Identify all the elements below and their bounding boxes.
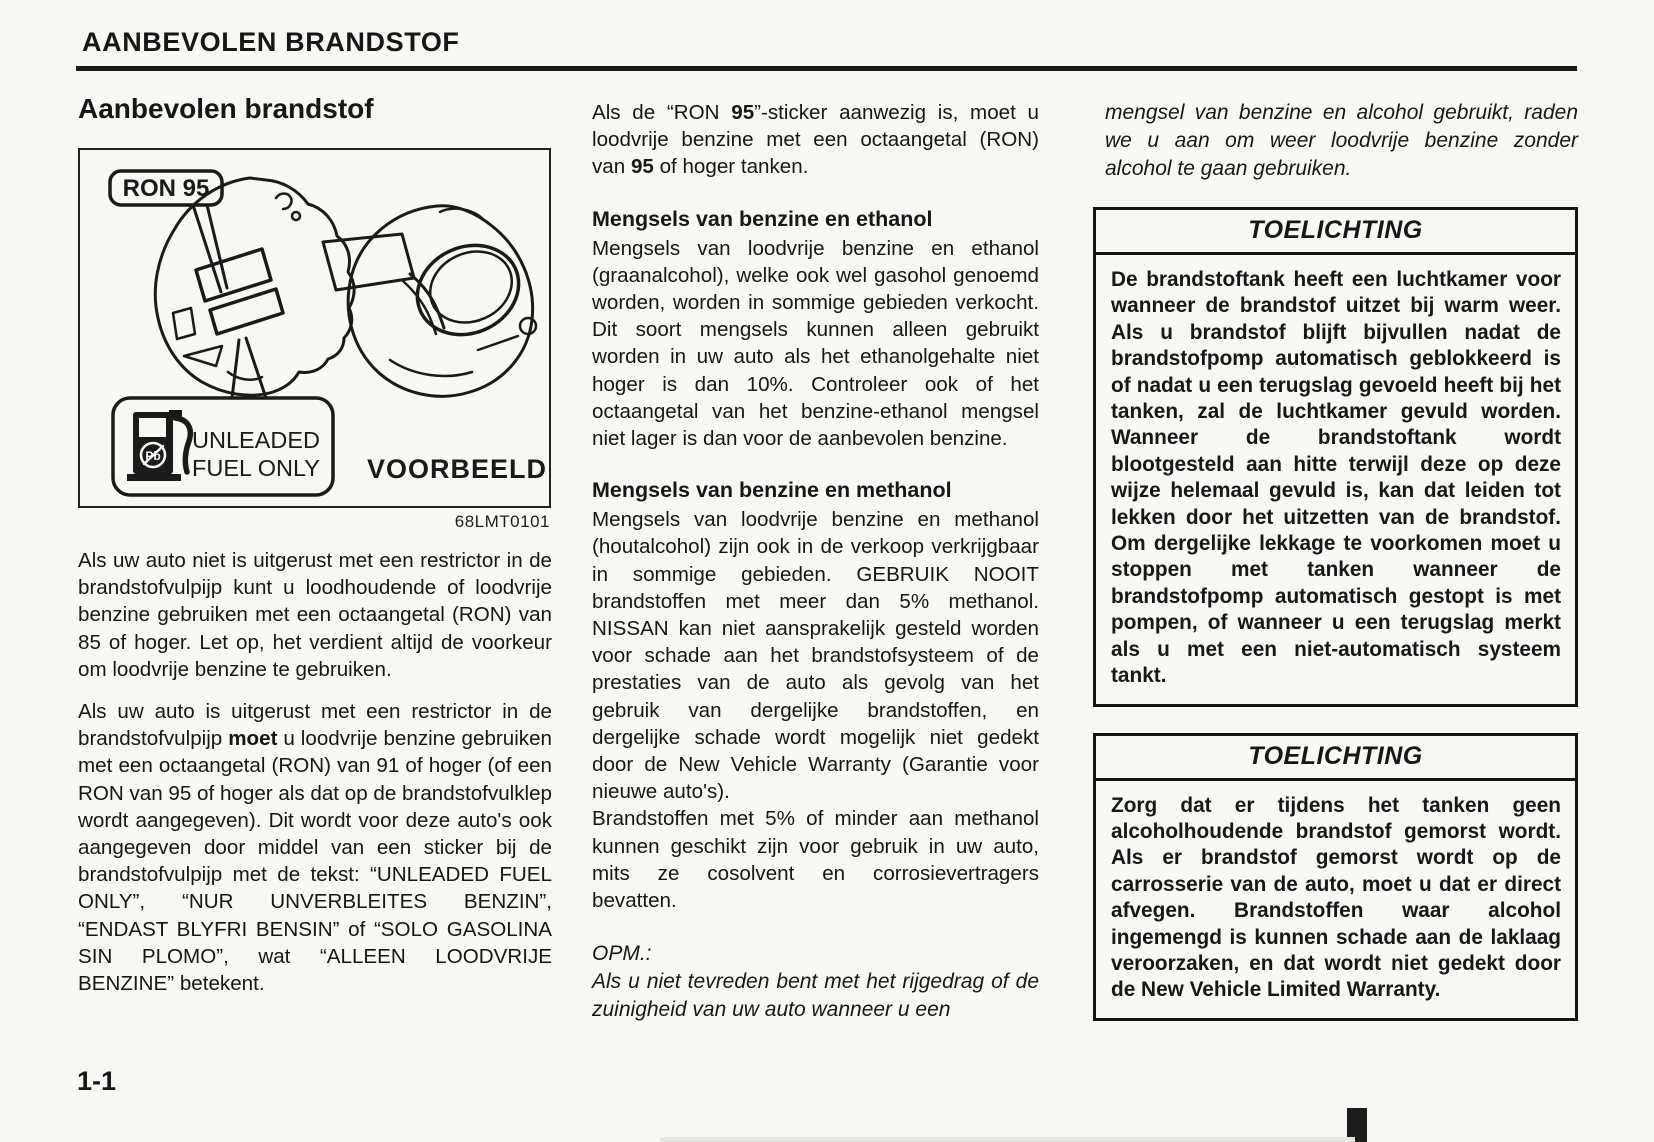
badge-line2: FUEL ONLY: [192, 455, 320, 481]
figure-fuel-filler: [78, 148, 551, 508]
ron95-label: RON 95: [122, 175, 210, 202]
fuel-cap-drawing: [348, 206, 536, 397]
page-title: AANBEVOLEN BRANDSTOF: [82, 27, 460, 57]
paragraph-methanol: Mengsels van loodvrije benzine en methanol (houtalcohol) zijn ook in de verkoop verkrijgbaar in sommige gebieden. GEBRUIK NOOIT brandstoffen met meer dan 5% methanol. NISSAN kan niet aansprakelijk gesteld worden voor schade aan het brandstofsysteem of de prestaties van de auto als gevolg van het gebruik van dergelijke brandstoffen, en dergelijke schade wordt mogelijk niet gedekt door de New Vehicle Warranty (Garantie voor nieuwe auto's).: [592, 508, 1039, 804]
note-label: OPM.:: [592, 942, 652, 966]
toelichting-body-2: Zorg dat er tijdens het tanken geen alcoholhoudende brandstof gemorst wordt. Als er brandstof gemorst wordt op de carrosserie van de auto, moet u dat er direct afvegen. Brandstoffen waar alcohol ingemengd is kunnen schade aan de laklaag veroorzaken, en dat wordt niet gedekt door de New Vehicle Limited Warranty.: [1111, 793, 1561, 1002]
toelichting-box-1: [1093, 207, 1578, 707]
section-title: Aanbevolen brandstof: [78, 93, 374, 124]
note-text-continued: mengsel van benzine en alcohol gebruikt, raden we u aan om weer loodvrije benzine zonder alcohol te gaan gebruiken.: [1105, 101, 1578, 180]
toelichting-body-1: De brandstoftank heeft een luchtkamer voor wanneer de brandstof uitzet bij warm weer. Als u brandstof blijft bijvullen nadat de brandstofpomp automatisch geblokkeerd is of nadat u een terugslag gevoeld heeft bij het tanken, zal de luchtkamer gevuld worden. Wanneer de brandstoftank wordt blootgesteld aan hitte terwijl deze op deze wijze helemaal gevuld is, kan dat leiden tot lekken door het uitzetten van de brandstof. Om dergelijke lekkage te voorkomen moet u stoppen met tanken wanneer de brandstofpomp automatisch gestopt is met pompen, of wanneer u een terugslag merkt als u met een niet-automatisch systeem tankt.: [1111, 268, 1561, 688]
example-label: VOORBEELD: [367, 454, 548, 484]
heading-ethanol: Mengsels van benzine en ethanol: [592, 206, 933, 231]
page-number: 1-1: [77, 1066, 117, 1096]
paragraph-fuel-restrictor: Als uw auto is uitgerust met een restrictor in de brandstofvulpijp moet u loodvrije benzine gebruiken met een octaangetal (RON) van 91 of hoger (of een RON van 95 of hoger als dat op de brandstofvulklep wordt aangegeven). Dit wordt voor deze auto's ook aangegeven door middel van een sticker bij de brandstofvulpijp met de tekst: “UNLEADED FUEL ONLY”, “NUR UNVERBLEITES BENZIN”, “ENDAST BLYFRI BENSIN” of “SOLO GASOLINA SIN PLOMO”, wat “ALLEEN LOODVRIJE BENZINE” betekent.: [78, 700, 553, 996]
paragraph-ethanol: Mengsels van loodvrije benzine en ethanol (graanalcohol), welke ook wel gasohol genoemd worden, worden in sommige gebieden verkocht. Dit soort mengsels kunnen alleen gebruikt worden in uw auto als het ethanolgehalte niet hoger is dan 10%. Controleer ook of het octaangetal van het benzine-ethanol mengsel niet lager is dan voor de aanbevolen benzine.: [592, 236, 1039, 451]
middle-column: [592, 92, 1039, 1024]
paragraph-methanol-2: Brandstoffen met 5% of minder aan methanol kunnen geschikt zijn voor gebruik in uw auto, mits ze cosolvent en corrosievertragers bevatten.: [592, 807, 1039, 913]
paragraph-ron95-sticker: Als de “RON 95”-sticker aanwezig is, moet u loodvrije benzine met een octaangetal (RON) van 95 of hoger tanken.: [592, 101, 1039, 179]
header-rule: [76, 66, 1577, 71]
pump-pb-symbol: Pb: [145, 449, 161, 463]
badge-line1: UNLEADED: [192, 427, 320, 453]
figure-illustration: [80, 150, 549, 506]
paragraph-fuel-no-restrictor: Als uw auto niet is uitgerust met een restrictor in de brandstofvulpijp kunt u loodhoudende of loodvrije benzine gebruiken met een octaangetal (RON) van 85 of hoger. Let op, het verdient altijd de voorkeur om loodvrije benzine te gebruiken.: [78, 549, 552, 681]
right-column: [1093, 92, 1578, 1021]
toelichting-box-2: [1093, 733, 1578, 1021]
unleaded-badge: [113, 398, 333, 495]
note-text: Als u niet tevreden bent met het rijgedrag of de zuinigheid van uw auto wanneer u een: [592, 970, 1039, 1022]
ron95-callout: [110, 171, 227, 292]
figure-code: 68LMT0101: [454, 512, 550, 531]
left-column: [78, 92, 552, 997]
scan-edge-artifact: [660, 1137, 1355, 1142]
toelichting-title-1: TOELICHTING: [1096, 210, 1575, 255]
heading-methanol: Mengsels van benzine en methanol: [592, 478, 952, 503]
toelichting-title-2: TOELICHTING: [1096, 736, 1575, 781]
badge-leader-lines: [232, 338, 266, 398]
fuel-pump-icon: [127, 410, 190, 481]
